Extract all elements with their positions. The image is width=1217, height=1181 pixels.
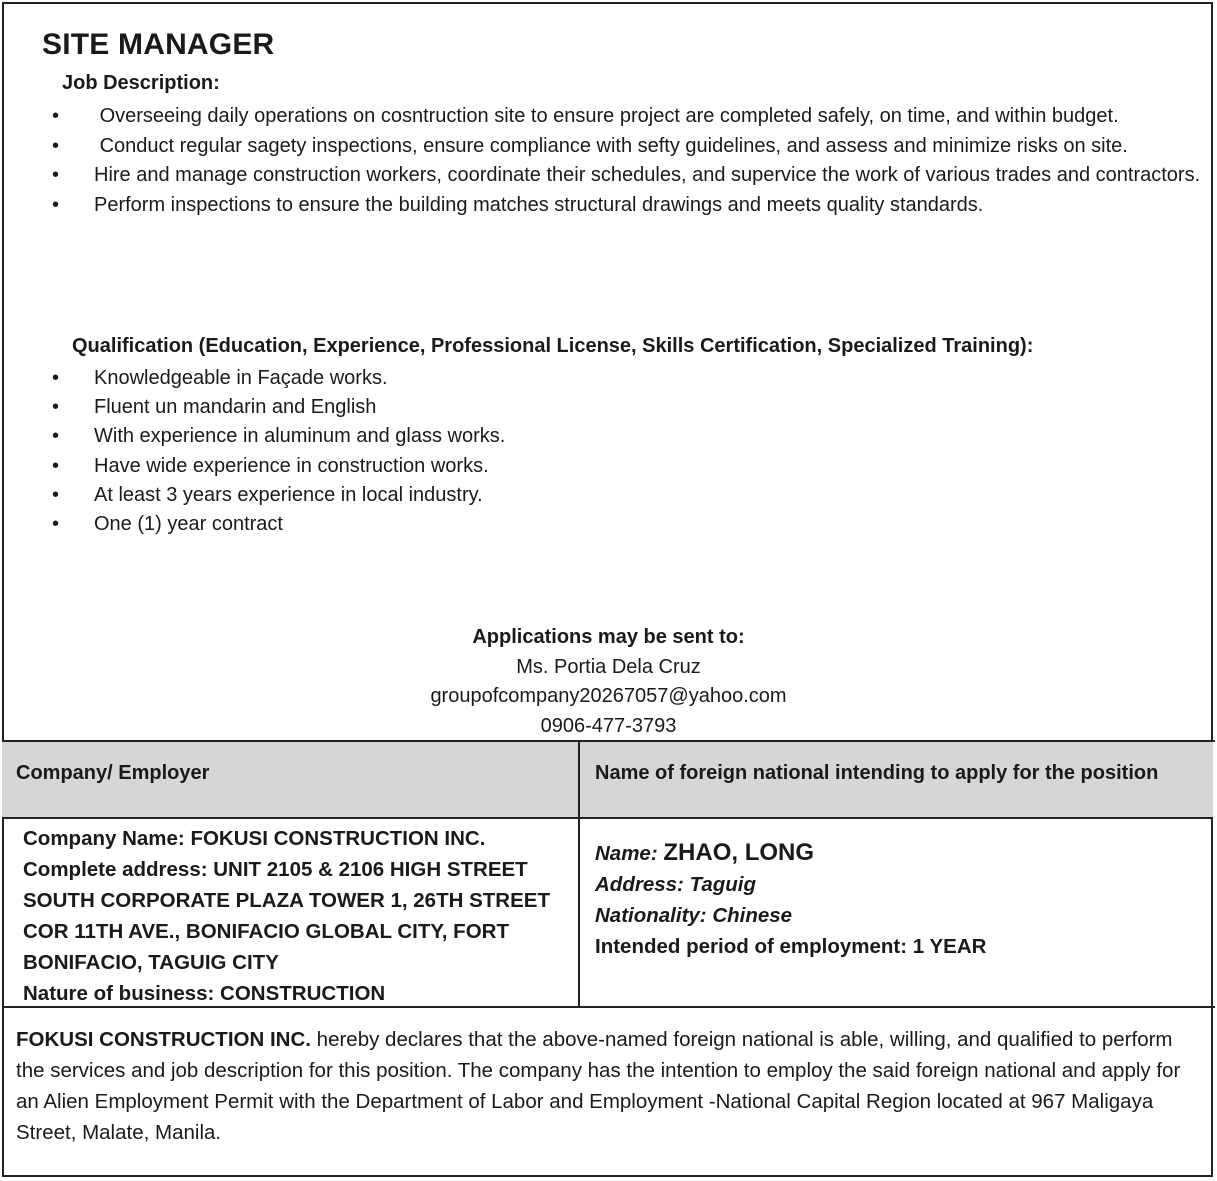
bullet-icon: • <box>52 483 60 506</box>
declaration-text <box>16 1024 1201 1148</box>
list-item: • Have wide experience in construction works. <box>0 452 1205 481</box>
fn-name-label: Name: <box>595 842 658 865</box>
contact-phone: 0906-477-3793 <box>540 714 677 737</box>
contact-email: groupofcompany20267057@yahoo.com <box>430 685 787 707</box>
list-item: • Fluent un mandarin and English <box>0 393 1205 422</box>
list-item: • At least 3 years experience in local industry. <box>0 481 1205 510</box>
fn-nationality-value: Chinese <box>712 904 793 927</box>
fn-address-row <box>595 869 1213 900</box>
list-item: • Hire and manage construction workers, coordinate their schedules, and supervice the work of various trades and contractors. <box>0 161 1205 190</box>
applications-heading: Applications may be sent to: <box>472 626 745 648</box>
bullet-icon: • <box>52 367 60 389</box>
nature-of-business: Nature of business: CONSTRUCTION <box>23 982 386 1005</box>
list-item: • Perform inspections to ensure the building matches structural drawings and meets quality standards. <box>0 191 1205 220</box>
foreign-national-cell <box>580 819 1213 1006</box>
employer-table <box>2 740 1215 1008</box>
bullet-icon: • <box>52 105 60 127</box>
list-item: • Conduct regular sagety inspections, ensure compliance with sefty guidelines, and assess and minimize risks on site. <box>0 132 1205 161</box>
bullet-icon: • <box>52 193 60 216</box>
fn-nationality-label: Nationality: <box>595 904 707 927</box>
bullet-icon: • <box>52 164 60 186</box>
list-item: • Overseeing daily operations on cosntruction site to ensure project are completed safely, on time, and within budget. <box>0 102 1205 131</box>
company-details-cell <box>2 819 580 1006</box>
contact-name: Ms. Portia Dela Cruz <box>516 655 701 678</box>
bullet-icon: • <box>52 396 60 419</box>
company-name: Company Name: FOKUSI CONSTRUCTION INC. <box>23 827 486 850</box>
list-item: • With experience in aluminum and glass works. <box>0 422 1205 451</box>
list-item: • One (1) year contract <box>0 510 1205 539</box>
bullet-icon: • <box>52 425 60 448</box>
qualification-list <box>0 364 1205 539</box>
bullet-icon: • <box>52 513 60 536</box>
declaration-company: FOKUSI CONSTRUCTION INC. <box>16 1028 311 1051</box>
job-description-list <box>0 102 1205 220</box>
fn-nationality-row <box>595 900 1213 931</box>
qualification-heading: Qualification (Education, Experience, Professional License, Skills Certification, Specialized Training): <box>72 335 1034 357</box>
fn-address-value: Taguig <box>689 873 756 896</box>
applications-block <box>0 623 1217 741</box>
bullet-icon: • <box>52 134 60 157</box>
declaration-body: hereby declares that the above-named foreign national is able, willing, and qualified to perform the services and job description for this position. The company has the intention to employ the said foreign national and apply for an Alien Employment Permit with the Department of Labor and Employment -National Capital Region located at 967 Maligaya Street, Malate, Manila. <box>16 1028 1181 1144</box>
fn-employment-period: Intended period of employment: 1 YEAR <box>595 935 987 958</box>
header-company-employer: Company/ Employer <box>2 742 580 819</box>
company-address: Complete address: UNIT 2105 & 2106 HIGH STREET SOUTH CORPORATE PLAZA TOWER 1, 26TH STREET COR 11TH AVE., BONIFACIO GLOBAL CITY, FORT BONIFACIO, TAGUIG CITY <box>23 858 550 974</box>
fn-name-value: ZHAO, LONG <box>663 839 815 866</box>
bullet-icon: • <box>52 454 60 477</box>
job-description-heading: Job Description: <box>62 72 220 94</box>
header-foreign-national: Name of foreign national intending to apply for the position <box>580 742 1213 819</box>
page-title: SITE MANAGER <box>42 28 275 61</box>
list-item: • Knowledgeable in Façade works. <box>0 364 1205 393</box>
fn-address-label: Address: <box>595 873 684 896</box>
fn-name-row <box>595 837 1213 869</box>
